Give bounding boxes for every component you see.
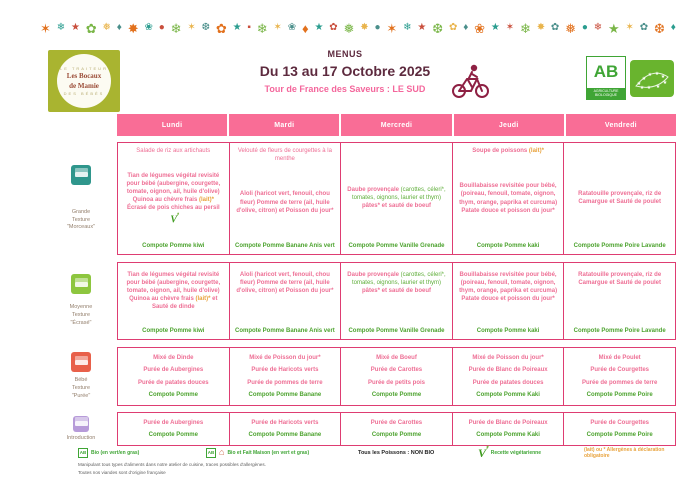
- menu-line: Mixé de Boeuf: [376, 355, 417, 362]
- menu-line: Compote Pomme Vanille Grenade: [348, 327, 445, 334]
- date-range: Du 13 au 17 Octobre 2025: [259, 63, 431, 79]
- menu-line: Compote Pomme kiwi: [142, 242, 205, 249]
- menu-line: Mixé de Dinde: [153, 355, 194, 362]
- menu-cell-mardi: [229, 348, 341, 405]
- texture-group-g1: [45, 142, 676, 255]
- menu-line: Compote Pomme: [148, 431, 198, 438]
- legend-vegetarian: [476, 446, 584, 459]
- menu-cell-lundi: [118, 348, 229, 405]
- menu-line: Compote Pomme Vanille Grenade: [348, 242, 445, 249]
- svg-text:★: ★: [655, 84, 661, 90]
- garland-ornament: ●: [581, 22, 588, 33]
- menu-line: Ratatouille provençale, riz de Camargue et Sauté de poulet: [578, 190, 662, 205]
- menu-line: Mixé de Poisson du jour*: [472, 355, 544, 362]
- ab-mini-icon: AB: [206, 448, 216, 458]
- menu-line: Compote Pomme kaki: [476, 327, 540, 334]
- menu-line: Compote Pomme Poire Lavande: [573, 327, 666, 334]
- menu-line: Compote Pomme Banane: [248, 391, 322, 398]
- garland-ornament: ✸: [360, 22, 369, 33]
- logo-arc-bottom: DES BÉBÉS: [63, 90, 105, 96]
- svg-text:★: ★: [641, 76, 647, 82]
- garland-ornament: ★: [70, 22, 80, 33]
- garland-ornament: ★: [232, 22, 242, 33]
- legend-fish-label: Tous les Poissons : NON BIO: [358, 449, 435, 456]
- garland-ornament: ✿: [329, 22, 338, 33]
- texture-gutter: [45, 142, 117, 255]
- garland-ornament: ❀: [287, 22, 297, 33]
- menu-line: Compote Pomme kaki: [476, 242, 540, 249]
- garland-ornament: ✿: [215, 20, 227, 36]
- texture-jar-icon: [73, 416, 89, 432]
- ab-logo-caption: AGRICULTURE BIOLOGIQUE: [587, 88, 625, 99]
- house-icon: ⌂: [219, 447, 225, 457]
- menu-line: Purée de Carottes: [370, 419, 423, 426]
- menu-line: Compote Pomme Banane: [248, 431, 322, 438]
- menu-line: [568, 147, 671, 154]
- garland-ornament: ✸: [536, 22, 546, 33]
- menu-line: Purée de Haricots verts: [251, 419, 319, 426]
- theme-subtitle: Tour de France des Saveurs : LE SUD: [264, 84, 426, 94]
- texture-label: Introduction: [66, 434, 96, 441]
- garland-ornament: ★: [608, 20, 620, 36]
- menu-line: [345, 147, 448, 154]
- menu-line: Purée de patates douces: [137, 379, 209, 386]
- legend-allergens-label: (lait) ou * Allergènes à déclaration obligatoire: [584, 446, 665, 459]
- day-header-vendredi: Vendredi: [566, 114, 676, 136]
- menu-line: Purée de petits pois: [367, 379, 425, 386]
- menu-line: Purée de Haricots verts: [251, 367, 319, 374]
- garland-ornament: ✶: [625, 22, 634, 33]
- brand-logo: [48, 50, 120, 112]
- texture-gutter: [45, 262, 117, 340]
- page-title: MENUS: [327, 49, 363, 59]
- bicycle-icon: [450, 62, 490, 105]
- texture-jar-icon: [71, 165, 91, 185]
- menu-line: Tian de légumes végétal revisité pour bébé (aubergine, courgette, tomate, oignon, ail, huile d'olive) Quinoa au chèvre frais (lait)* Écrasé de pois chiches au persilV ❜: [122, 172, 225, 225]
- svg-text:★: ★: [639, 85, 645, 91]
- texture-label: Bébé Texture "Purée": [71, 377, 91, 399]
- title-block: [240, 49, 450, 94]
- eu-organic-leaf-logo: [630, 60, 674, 97]
- menu-line: Purée de pommes de terre: [247, 379, 323, 386]
- brand-logo-circle: [57, 54, 111, 108]
- menu-cell-mercredi: [340, 263, 452, 339]
- ab-logo-letters: AB: [593, 62, 619, 82]
- menu-line: Bouillabaisse revisitée pour bébé, (poireau, fenouil, tomate, oignon, thym, orange, paprika et curcuma) Patate douce et poisson du jour*: [459, 183, 558, 214]
- jar-band-decoration: [75, 282, 88, 287]
- footnote-allergens: Manipulant tous types d'aliments dans notre atelier de cuisine, traces possibles d'allergènes.: [78, 462, 266, 467]
- garland-ornament: ●: [374, 22, 381, 33]
- day-header-row: [117, 114, 676, 136]
- garland-ornament: ✶: [40, 20, 51, 36]
- svg-text:★: ★: [647, 72, 653, 78]
- garland-ornament: ❅: [102, 22, 111, 33]
- garland-ornament: ❀: [144, 22, 153, 33]
- garland-ornament: ✿: [639, 22, 649, 33]
- garland-ornament: ♦: [670, 22, 676, 33]
- menu-cell-mardi: [229, 413, 341, 445]
- jar-band-decoration: [75, 421, 88, 426]
- menu-line: Purée de patates douces: [472, 379, 544, 386]
- garland-ornament: ❆: [432, 20, 444, 36]
- menu-line: Purée de Courgettes: [590, 367, 650, 374]
- menu-cell-jeudi: [452, 348, 564, 405]
- menu-group-box: [117, 262, 676, 340]
- menu-cell-lundi: [118, 263, 229, 339]
- logo-arc-top: LE TRAITEUR: [60, 66, 108, 72]
- garland-ornament: ▪: [247, 22, 251, 33]
- texture-jar-icon: [71, 352, 91, 372]
- menu-line: Purée de Aubergines: [143, 367, 204, 374]
- menu-line: Compote Pomme Poire: [586, 431, 653, 438]
- menu-cell-vendredi: [563, 143, 675, 254]
- ab-mini-icon: AB: [78, 448, 88, 458]
- menu-cell-mardi: [229, 143, 341, 254]
- menu-line: Salade de riz aux artichauts: [136, 148, 211, 154]
- svg-text:★: ★: [662, 80, 668, 86]
- menu-line: Purée de Blanc de Poireaux: [468, 367, 548, 374]
- garland-ornament: ●: [158, 22, 165, 33]
- vegetarian-icon: V ❜: [478, 446, 488, 459]
- texture-label: Grande Texture "Morceaux": [66, 208, 96, 231]
- day-header-jeudi: Jeudi: [454, 114, 564, 136]
- garland-ornament: ✶: [505, 22, 515, 33]
- menu-line: Purée de Blanc de Poireaux: [468, 419, 548, 426]
- menu-line: Compote Pomme Poire: [586, 391, 653, 398]
- texture-group-g3: [45, 347, 676, 406]
- menu-cell-lundi: [118, 143, 229, 254]
- legend-fish: [358, 450, 476, 456]
- menu-line: Compote Pomme: [148, 391, 198, 398]
- legend-veg-label: Recette végétarienne: [490, 449, 542, 456]
- menu-line: Tian de légumes végétal revisité pour bébé (aubergine, courgette, tomate, oignon, ail, huile d'olive) Quinoa au chèvre frais (lait)* et Sauté de dinde: [126, 272, 221, 311]
- garland-ornament: ❀: [474, 20, 486, 36]
- menu-line: Compote Pomme: [371, 391, 422, 398]
- garland-ornament: ❄: [519, 20, 531, 36]
- ab-organic-logo: [586, 56, 626, 100]
- garland-ornament: ✿: [550, 22, 560, 33]
- texture-gutter: [45, 347, 117, 406]
- legend-bio-maison: [206, 448, 358, 458]
- menu-line: Bouillabaisse revisitée pour bébé, (poireau, fenouil, tomate, oignon, thym, orange, paprika et curcuma) Patate douce et poisson du jour*: [459, 272, 558, 303]
- garland-ornament: ❆: [201, 22, 210, 33]
- texture-gutter: [45, 412, 117, 446]
- menu-cell-jeudi: [452, 413, 564, 445]
- jar-band-decoration: [75, 172, 88, 177]
- menu-line: Ratatouille provençale, riz de Camargue et Sauté de poulet: [578, 272, 662, 287]
- day-header-mercredi: Mercredi: [341, 114, 451, 136]
- menu-line: Daube provençale (carottes, céleri*, tomates, oignons, laurier et thym) pâtes* et sauté de boeuf: [347, 186, 446, 209]
- garland-ornament: ❆: [654, 20, 665, 36]
- texture-group-g2: [45, 262, 676, 340]
- menu-cell-mercredi: [340, 348, 452, 405]
- svg-text:★: ★: [660, 74, 666, 80]
- garland-ornament: ❄: [403, 22, 412, 33]
- menu-table-body: [45, 142, 676, 446]
- menu-line: Soupe de poissons (lait)*: [472, 148, 544, 154]
- menu-line: Aïoli (haricot vert, fenouil, chou fleur) Pomme de terre (ail, huile d'olive, citron) et Poisson du jour*: [236, 272, 334, 295]
- garland-ornament: ❅: [343, 20, 355, 36]
- menu-line: Compote Pomme Banane Anis vert: [234, 327, 335, 334]
- jar-band-decoration: [75, 360, 88, 365]
- menu-line: Purée de pommes de terre: [581, 379, 658, 386]
- day-header-lundi: Lundi: [117, 114, 227, 136]
- menu-line: Compote Pomme Banane Anis vert: [234, 242, 335, 249]
- menu-cell-vendredi: [563, 348, 675, 405]
- legend-bar: [78, 446, 676, 459]
- menu-line: Purée de Courgettes: [590, 419, 650, 426]
- menu-line: Compote Pomme Poire Lavande: [573, 242, 666, 249]
- texture-group-g4: [45, 412, 676, 446]
- menu-cell-lundi: [118, 413, 229, 445]
- garland-ornament: ❄: [56, 22, 66, 33]
- menu-line: Mixé de Poulet: [598, 355, 641, 362]
- menu-group-box: [117, 142, 676, 255]
- garland-ornament: ✶: [386, 20, 398, 36]
- menu-cell-jeudi: [452, 263, 564, 339]
- texture-label: Moyenne Texture "Écrasé": [69, 304, 93, 326]
- menu-line: Compote Pomme kiwi: [142, 327, 205, 334]
- garland-ornament: ★: [314, 22, 324, 33]
- menu-cell-jeudi: [452, 143, 564, 254]
- menu-line: Compote Pomme: [371, 431, 422, 438]
- vegetarian-icon: V ❜: [170, 213, 178, 225]
- menu-cell-vendredi: [563, 263, 675, 339]
- footnote-meat-origin: Toutes nos viandes sont d'origine française: [78, 470, 166, 476]
- footnotes: [78, 461, 266, 478]
- garland-ornament: ♦: [463, 22, 469, 33]
- menu-line: Purée de Carottes: [370, 367, 423, 374]
- legend-bio: [78, 448, 206, 458]
- menu-line: Purée de Aubergines: [143, 419, 204, 426]
- menu-line: Aïoli (haricot vert, fenouil, chou fleur) Pomme de terre (ail, huile d'olive, citron) et Poisson du jour*: [236, 191, 334, 214]
- garland-ornament: ✶: [273, 22, 282, 33]
- menu-cell-vendredi: [563, 413, 675, 445]
- menu-group-box: [117, 347, 676, 406]
- garland-ornament: ❅: [565, 20, 577, 36]
- garland-ornament: ❄: [256, 20, 268, 36]
- legend-allergens: [584, 447, 676, 459]
- logo-name-line2: de Mamie: [69, 81, 99, 90]
- menu-group-box: [117, 412, 676, 446]
- garland-ornament: ✿: [85, 20, 97, 36]
- garland-ornament: ♦: [116, 22, 122, 33]
- garland-decoration: [40, 13, 676, 43]
- menu-line: Velouté de fleurs de courgettes à la menthe: [237, 148, 332, 163]
- menu-line: Mixé de Poisson du jour*: [249, 355, 321, 362]
- logo-name-line1: Les Bocaux: [66, 72, 102, 81]
- day-header-mardi: Mardi: [229, 114, 339, 136]
- svg-text:★: ★: [646, 85, 652, 91]
- garland-ornament: ❄: [593, 22, 603, 33]
- garland-ornament: ★: [490, 22, 500, 33]
- garland-ornament: ♦: [302, 20, 309, 36]
- menu-cell-mercredi: [340, 413, 452, 445]
- legend-bio-label: Bio (en vert/en gras): [91, 449, 140, 456]
- garland-ornament: ★: [417, 22, 427, 33]
- garland-ornament: ✿: [448, 22, 458, 33]
- menu-line: Daube provençale (carottes, céleri*, tomates, oignons, laurier et thym) pâtes* et sauté de boeuf: [347, 272, 446, 295]
- svg-text:★: ★: [636, 81, 642, 87]
- legend-bio-maison-label: Bio et Fait Maison (en vert et gras): [227, 449, 310, 456]
- menu-line: Compote Pomme Kaki: [476, 391, 540, 398]
- garland-ornament: ✶: [187, 22, 196, 33]
- menu-cell-mercredi: [340, 143, 452, 254]
- garland-ornament: ✸: [127, 20, 139, 36]
- garland-ornament: ❄: [170, 20, 182, 36]
- menu-line: Compote Pomme Kaki: [476, 431, 540, 438]
- svg-text:★: ★: [654, 71, 660, 77]
- texture-jar-icon: [71, 274, 91, 294]
- menu-cell-mardi: [229, 263, 341, 339]
